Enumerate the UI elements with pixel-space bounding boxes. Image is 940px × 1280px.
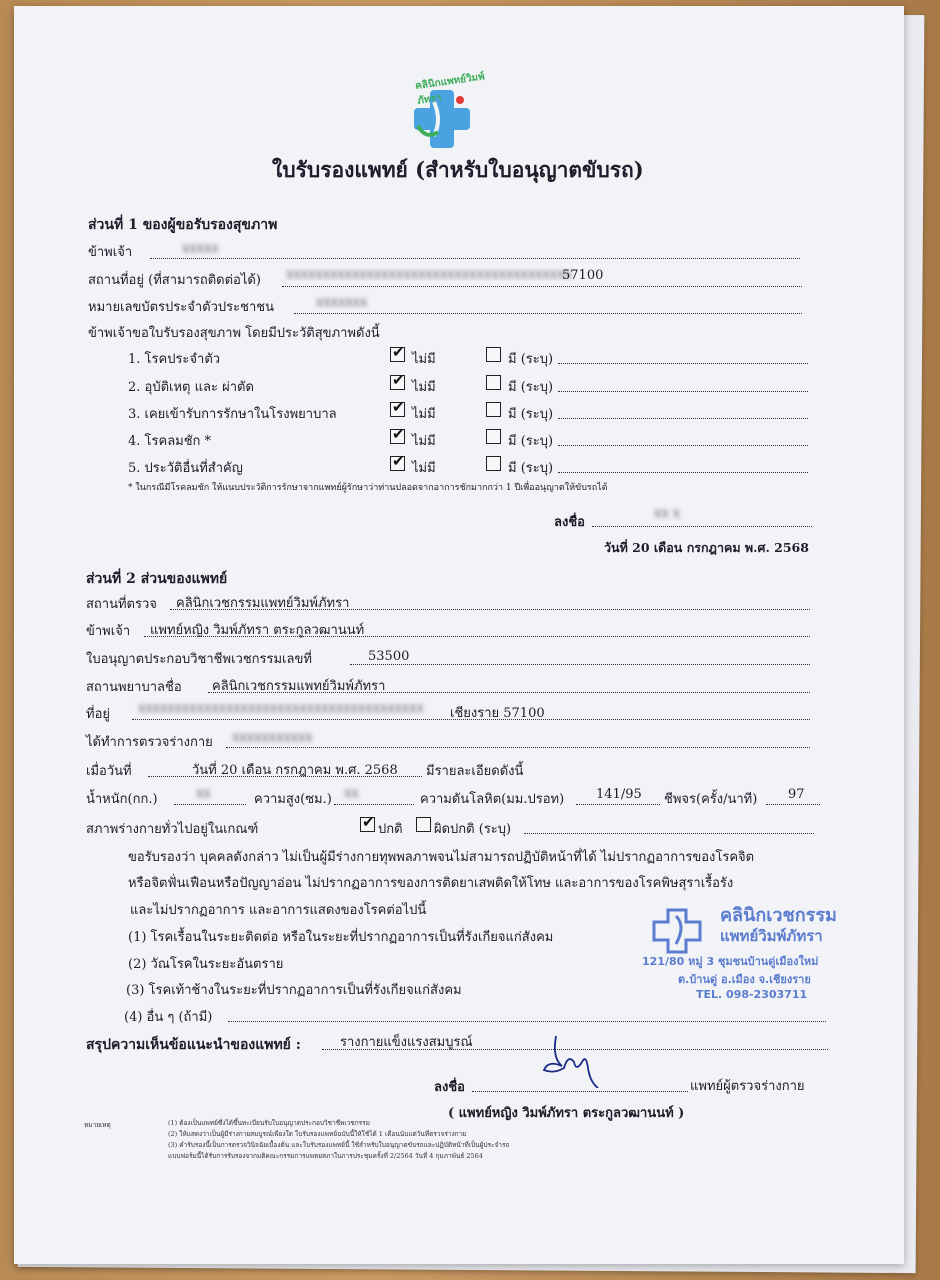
doctor-line [144, 636, 810, 637]
history-no-label: ไม่มี [412, 461, 436, 476]
hospital-value: คลินิกเวชกรรมแพทย์วิมพ์ภัทรา [212, 679, 386, 694]
weight-line [174, 804, 246, 805]
other-disease-line [228, 1021, 826, 1022]
footnote-label: หมายเหตุ [84, 1121, 111, 1129]
clinic-logo [398, 68, 488, 158]
checkmark-icon: ✔ [392, 398, 405, 416]
history-yes-line [558, 391, 808, 392]
part1-name-line [150, 258, 800, 259]
part2-address-redacted: xxxxxxxxxxxxxxxxxxxxxxxxxxxxxxxxxxxxxxx [138, 701, 424, 716]
weight-label: น้ำหนัก(กก.) [86, 792, 158, 807]
patient-name-redacted: xxxxxxxxxxx [232, 730, 313, 745]
history-yes-checkbox[interactable] [486, 456, 501, 471]
part1-id-label: หมายเลขบัตรประจำตัวประชาชน [88, 300, 274, 315]
bp-line [576, 804, 660, 805]
history-yes-line [558, 472, 808, 473]
exam-date-label: เมื่อวันที่ [86, 764, 132, 779]
history-item-label: 4. โรคลมชัก * [128, 434, 212, 449]
part2-address-label: ที่อยู่ [86, 707, 110, 722]
history-no-checkbox[interactable] [390, 398, 405, 417]
history-yes-checkbox[interactable] [486, 429, 501, 444]
footnote-line: (3) คำรับรองนี้เป็นการตรวจวินิจฉัยเบื้องต้น และใบรับรองแพทย์นี้ ใช้สำหรับใบอนุญาตขับรถและปฏิบัติหน้าที่เป็นผู้ประจำรถ [168, 1141, 510, 1149]
history-yes-line [558, 418, 808, 419]
examined-line [226, 747, 810, 748]
history-item-label: 1. โรคประจำตัว [128, 352, 221, 367]
clinic-stamp [642, 892, 856, 1012]
height-redacted: xx [344, 786, 359, 801]
part1-heading: ส่วนที่ 1 ของผู้ขอรับรองสุขภาพ [88, 217, 278, 233]
bp-value: 141/95 [596, 787, 642, 802]
abnormal-checkbox[interactable] [416, 817, 431, 832]
history-yes-label: มี (ระบุ) [508, 380, 554, 395]
stamp-logo-icon [646, 902, 716, 958]
pulse-value: 97 [788, 787, 805, 802]
part1-address-zip: 57100 [562, 268, 604, 283]
bp-label: ความดันโลหิต(มม.ปรอท) [420, 792, 565, 807]
history-yes-line [558, 445, 808, 446]
document-title: ใบรับรองแพทย์ (สำหรับใบอนุญาตขับรถ) [272, 157, 644, 182]
part1-signature-redacted: xx x [654, 506, 681, 521]
part1-name-redacted: xxxxx [182, 241, 219, 256]
disease-item: (1) โรคเรื้อนในระยะติดต่อ หรือในระยะที่ปรากฏอาการเป็นที่รังเกียจแก่สังคม [128, 930, 554, 945]
history-item-label: 2. อุบัติเหตุ และ ผ่าตัด [128, 380, 254, 395]
abnormal-label: ผิดปกติ (ระบุ) [434, 822, 512, 837]
doctor-sign-name: ( แพทย์หญิง วิมพ์ภัทรา ตระกูลวฒานนท์ ) [448, 1106, 685, 1121]
stamp-line-2: แพทย์วิมพ์ภัทรา [720, 927, 823, 945]
checkmark-icon: ✔ [362, 813, 375, 831]
disease-item: (4) อื่น ๆ (ถ้ามี) [124, 1010, 213, 1025]
history-yes-checkbox[interactable] [486, 347, 501, 362]
normal-checkbox[interactable] [360, 813, 375, 832]
height-label: ความสูง(ซม.) [254, 792, 332, 807]
checkmark-icon: ✔ [392, 371, 405, 389]
exam-place-value: คลินิกเวชกรรมแพทย์วิมพ์ภัทรา [176, 596, 350, 611]
part2-sign-line [472, 1091, 688, 1092]
history-no-checkbox[interactable] [390, 452, 405, 471]
general-label: สภาพร่างกายทั่วไปอยู่ในเกณฑ์ [86, 822, 259, 837]
part1-id-redacted: xxxxxxx [316, 295, 368, 310]
history-yes-label: มี (ระบุ) [508, 352, 554, 367]
doctor-signature [536, 1028, 606, 1088]
exam-place-line [170, 609, 810, 610]
footnote-line: แบบฟอร์มนี้ได้รับการรับรองจากมติคณะกรรมการแพทยสภาในการประชุมครั้งที่ 2/2564 วันที่ 4 กุมภาพันธ์ 2564 [168, 1152, 483, 1160]
history-no-checkbox[interactable] [390, 371, 405, 390]
part1-name-label: ข้าพเจ้า [88, 245, 133, 260]
history-item-label: 3. เคยเข้ารับการรักษาในโรงพยาบาล [128, 407, 337, 422]
history-no-label: ไม่มี [412, 407, 436, 422]
certify-line-2: หรือจิตฟั่นเฟือนหรือปัญญาอ่อน ไม่ปรากฏอาการของการติดยาเสพติดให้โทษ และอาการของโรคพิษสุราเรื้อรัง [128, 876, 734, 891]
doctor-value: แพทย์หญิง วิมพ์ภัทรา ตระกูลวฒานนท์ [150, 623, 365, 638]
pulse-line [766, 804, 820, 805]
footnote-line: (2) ให้แสดงว่าเป็นผู้มีร่างกายสมบูรณ์เพียงใด ใบรับรองแพทย์ฉบับนี้ให้ใช้ได้ 1 เดือนนับแต่วันที่ตรวจร่างกาย [168, 1130, 467, 1138]
certify-line-1: ขอรับรองว่า บุคคลดังกล่าว ไม่เป็นผู้มีร่างกายทุพพลภาพจนไม่สามารถปฏิบัติหน้าที่ได้ ไม่ปรากฏอาการของโรคจิต [128, 850, 755, 865]
exam-date-value: วันที่ 20 เดือน กรกฎาคม พ.ศ. 2568 [192, 763, 398, 778]
stamp-line-4: ต.บ้านดู่ อ.เมือง จ.เชียงราย [678, 973, 811, 986]
checkmark-icon: ✔ [392, 452, 405, 470]
part1-address-redacted: xxxxxxxxxxxxxxxxxxxxxxxxxxxxxxxxxxxxxxx [286, 267, 572, 282]
summary-value: รางกายแข็งแรงสมบูรณ์ [340, 1035, 473, 1050]
history-item-label: 5. ประวัติอื่นที่สำคัญ [128, 461, 243, 476]
exam-place-label: สถานที่ตรวจ [86, 597, 157, 612]
doctor-label: ข้าพเจ้า [86, 624, 131, 639]
height-line [334, 804, 414, 805]
part1-sign-line [592, 526, 812, 527]
part2-address-visible: เชียงราย 57100 [450, 706, 545, 721]
part1-history-intro: ข้าพเจ้าขอใบรับรองสุขภาพ โดยมีประวัติสุขภาพดังนี้ [88, 326, 380, 341]
part1-address-label: สถานที่อยู่ (ที่สามารถติดต่อได้) [88, 273, 261, 288]
part1-date-line: วันที่ 20 เดือน กรกฎาคม พ.ศ. 2568 [604, 540, 809, 555]
license-value: 53500 [368, 649, 410, 664]
history-yes-label: มี (ระบุ) [508, 434, 554, 449]
stamp-line-5: TEL. 098-2303711 [696, 988, 808, 1001]
hospital-label: สถานพยาบาลชื่อ [86, 680, 182, 695]
hospital-line [208, 692, 810, 693]
epilepsy-note: * ในกรณีมีโรคลมชัก ให้แนบประวัติการรักษาจากแพทย์ผู้รักษาว่าท่านปลอดจากอาการชักมากกว่า 1 ปีเพื่ออนุญาตให้ขับรถได้ [128, 483, 608, 493]
license-label: ใบอนุญาตประกอบวิชาชีพเวชกรรมเลขที่ [86, 652, 312, 667]
history-no-checkbox[interactable] [390, 425, 405, 444]
certify-line-3: และไม่ปรากฏอาการ และอาการแสดงของโรคต่อไปนี้ [130, 903, 427, 918]
disease-item: (2) วัณโรคในระยะอันตราย [128, 957, 284, 972]
normal-label: ปกติ [378, 822, 403, 837]
part2-sign-label: ลงชื่อ [434, 1080, 465, 1095]
footnote-line: (1) ต้องเป็นแพทย์ซึ่งได้ขึ้นทะเบียนรับใบอนุญาตประกอบวิชาชีพเวชกรรม [168, 1119, 370, 1127]
part2-heading: ส่วนที่ 2 ส่วนของแพทย์ [86, 571, 228, 587]
certificate-page [14, 6, 904, 1264]
checkmark-icon: ✔ [392, 343, 405, 361]
clinic-logo-text: คลินิกแพทย์วิมพ์ภัทรา [414, 71, 486, 107]
history-no-checkbox[interactable] [390, 343, 405, 362]
disease-item: (3) โรคเท้าช้างในระยะที่ปรากฏอาการเป็นที่รังเกียจแก่สังคม [126, 983, 462, 998]
sign-role: แพทย์ผู้ตรวจร่างกาย [690, 1079, 805, 1094]
history-yes-checkbox[interactable] [486, 375, 501, 390]
stamp-line-3: 121/80 หมู่ 3 ชุมชนบ้านดู่เมืองใหม่ [642, 955, 819, 968]
history-yes-label: มี (ระบุ) [508, 407, 554, 422]
history-no-label: ไม่มี [412, 434, 436, 449]
part1-sign-label: ลงชื่อ [554, 515, 585, 530]
summary-label: สรุปความเห็นข้อแนะนำของแพทย์ : [86, 1037, 301, 1053]
history-no-label: ไม่มี [412, 352, 436, 367]
checkmark-icon: ✔ [392, 425, 405, 443]
part1-address-line [282, 286, 802, 287]
pulse-label: ชีพจร(ครั้ง/นาที) [664, 792, 758, 807]
history-no-label: ไม่มี [412, 380, 436, 395]
details-label: มีรายละเอียดดังนี้ [426, 764, 524, 779]
abnormal-line [524, 833, 814, 834]
part1-id-line [294, 313, 802, 314]
history-yes-label: มี (ระบุ) [508, 461, 554, 476]
stamp-line-1: คลินิกเวชกรรม [720, 905, 837, 926]
history-yes-checkbox[interactable] [486, 402, 501, 417]
weight-redacted: xx [196, 786, 211, 801]
part2-address-line [132, 719, 810, 720]
examined-label: ได้ทำการตรวจร่างกาย [86, 735, 213, 750]
exam-date-line [148, 776, 422, 777]
history-yes-line [558, 363, 808, 364]
license-line [350, 664, 810, 665]
